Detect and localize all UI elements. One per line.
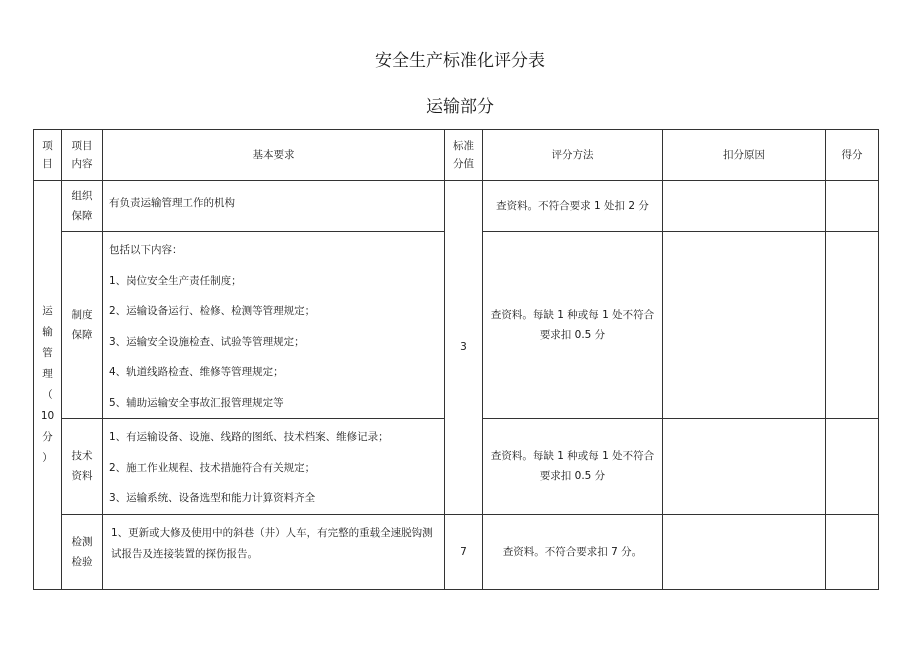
requirements-cell: 有负责运输管理工作的机构 xyxy=(103,181,445,232)
header-deduction-reason: 扣分原因 xyxy=(663,130,826,181)
table-row xyxy=(34,514,879,589)
method-cell: 查资料。每缺 1 种或每 1 处不符合要求扣 0.5 分 xyxy=(483,232,663,419)
header-content: 项目 内容 xyxy=(62,130,103,181)
deduction-reason-cell xyxy=(663,514,826,589)
score-cell xyxy=(826,514,879,589)
deduction-reason-cell xyxy=(663,181,826,232)
content-cell: 检测 检验 xyxy=(62,514,103,589)
header-standard-score: 标准 分值 xyxy=(445,130,483,181)
content-cell: 技术 资料 xyxy=(62,419,103,515)
scoring-table xyxy=(33,129,879,590)
table-header-row xyxy=(34,130,879,181)
header-project: 项 目 xyxy=(34,130,62,181)
deduction-reason-cell xyxy=(663,419,826,515)
deduction-reason-cell xyxy=(663,232,826,419)
content-cell: 组织 保障 xyxy=(62,181,103,232)
method-cell: 查资料。不符合要求扣 7 分。 xyxy=(483,514,663,589)
requirements-cell: 1、更新或大修及使用中的斜巷（井）人车，有完整的重载全速脱钩测试报告及连接装置的探伤报告。 xyxy=(103,514,445,589)
document-subtitle: 运输部分 xyxy=(426,97,494,117)
content-cell: 制度 保障 xyxy=(62,232,103,419)
document-title: 安全生产标准化评分表 xyxy=(375,51,545,71)
method-cell: 查资料。每缺 1 种或每 1 处不符合要求扣 0.5 分 xyxy=(483,419,663,515)
requirements-cell: 包括以下内容： 1、岗位安全生产责任制度； 2、运输设备运行、检修、检测等管理规定； 3、运输安全设施检查、试验等管理规定； 4、轨道线路检查、维修等管理规定； 5、辅助运输安全事故汇报管理规定等 xyxy=(103,232,445,419)
standard-score-cell: 3 xyxy=(445,181,483,515)
standard-score-cell: 7 xyxy=(445,514,483,589)
requirements-cell: 1、有运输设备、设施、线路的图纸、技术档案、维修记录； 2、施工作业规程、技术措施符合有关规定； 3、运输系统、设备选型和能力计算资料齐全 xyxy=(103,419,445,515)
score-cell xyxy=(826,232,879,419)
project-cell: 运 输 管 理 （ 10 分 ） xyxy=(34,181,62,590)
score-cell xyxy=(826,419,879,515)
header-method: 评分方法 xyxy=(483,130,663,181)
score-cell xyxy=(826,181,879,232)
header-requirements: 基本要求 xyxy=(103,130,445,181)
header-score: 得分 xyxy=(826,130,879,181)
table-row xyxy=(34,181,879,232)
method-cell: 查资料。不符合要求 1 处扣 2 分 xyxy=(483,181,663,232)
